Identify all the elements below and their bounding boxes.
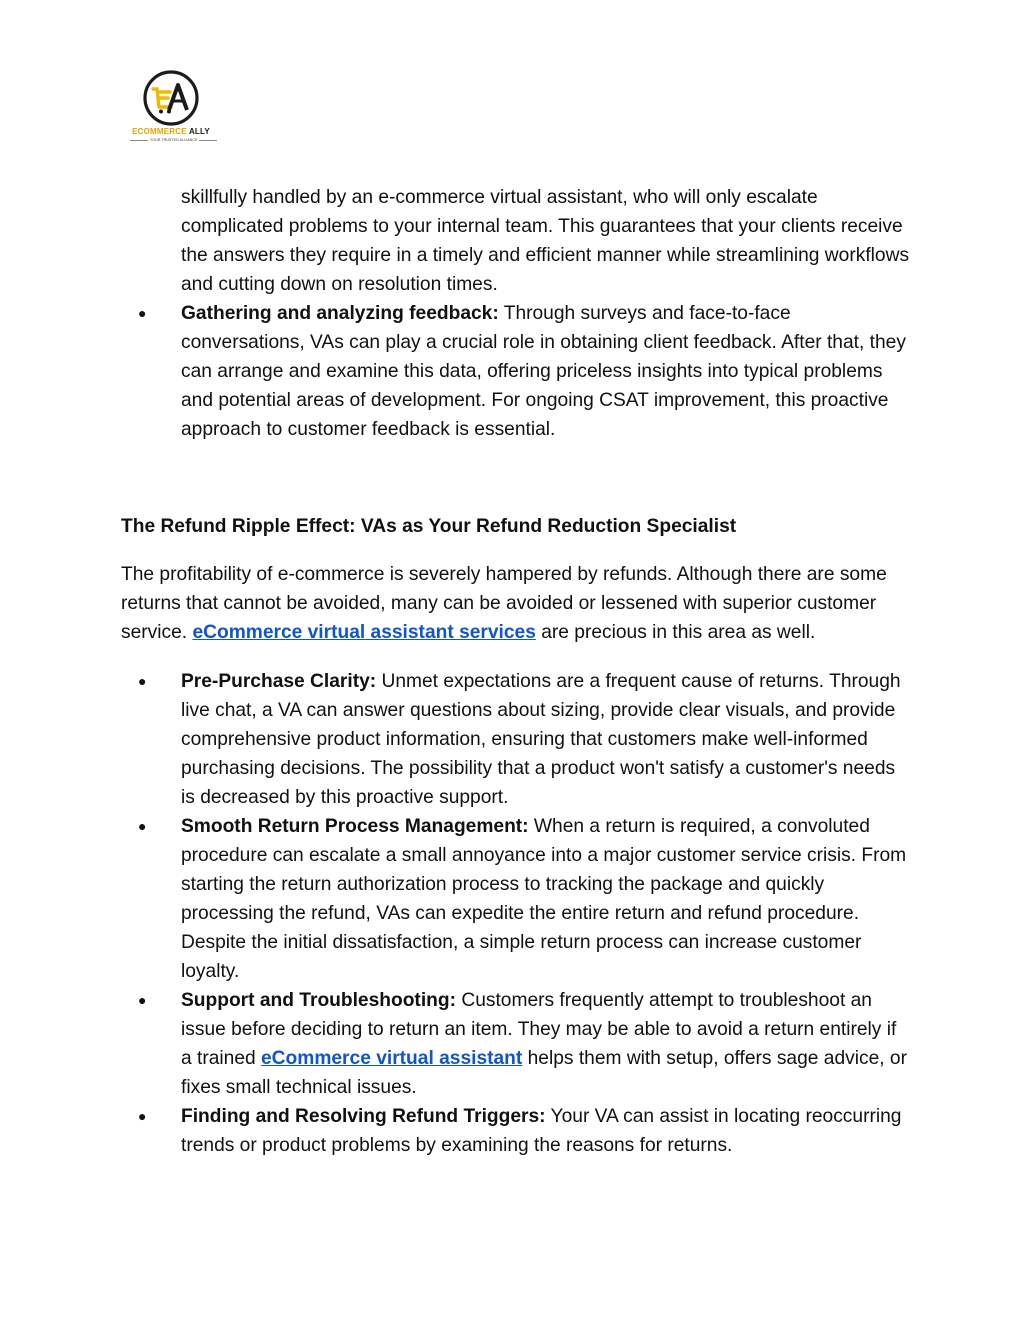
list-item xyxy=(121,667,911,812)
bullet-icon: ● xyxy=(138,673,147,689)
list-item-text: When a return is required, a convoluted procedure can escalate a small annoyance into a major customer service crisis. From starting the return authorization process to tracking the package and quickly processing the refund, VAs can expedite the entire return and refund procedure. Despite the initial dissatisfaction, a simple return process can increase customer loyalty. xyxy=(181,816,907,982)
list-item-term: Gathering and analyzing feedback: xyxy=(181,303,499,324)
section-heading: The Refund Ripple Effect: VAs as Your Refund Reduction Specialist xyxy=(121,516,737,537)
list-item-term: Support and Troubleshooting: xyxy=(181,990,456,1011)
bullet-continuation-text: skillfully handled by an e-commerce virtual assistant, who will only escalate complicated problems to your internal team. This guarantees that your clients receive the answers they require in a timely and efficient manner while streamlining workflows and cutting down on resolution times. xyxy=(181,187,910,295)
list-item xyxy=(121,812,911,986)
list-item xyxy=(121,299,911,444)
list-item: ● Support and Troubleshooting: Customers frequently attempt to troubleshoot an issue before deciding to return an item. They may be able to avoid a return entirely if a trained eCommerce virtual assistant helps them with setup, offers sage advice, or fixes small technical issues. xyxy=(121,986,911,1102)
list-item-term: Smooth Return Process Management: xyxy=(181,816,529,837)
shopping-cart-ea-logo-icon xyxy=(128,70,214,126)
virtual-assistant-link[interactable]: eCommerce virtual assistant xyxy=(261,1048,523,1069)
brand-logo xyxy=(128,70,214,150)
list-item-term: Finding and Resolving Refund Triggers: xyxy=(181,1106,546,1127)
list-item xyxy=(121,1102,911,1160)
list-item-text: Unmet expectations are a frequent cause of returns. Through live chat, a VA can answer questions about sizing, provide clear visuals, and provide comprehensive product information, ensuring that customers make well-informed purchasing decisions. The possibility that a product won't satisfy a customer's needs is decreased by this proactive support. xyxy=(181,671,901,808)
feedback-list xyxy=(121,299,911,444)
bullet-icon: ● xyxy=(138,1108,147,1124)
brand-name: ECOMMERCE ALLY xyxy=(132,127,210,136)
bullet-icon: ● xyxy=(138,305,147,321)
list-item-text: Through surveys and face-to-face conversations, VAs can play a crucial role in obtaining client feedback. After that, they can arrange and examine this data, offering priceless insights into typical problems and potential areas of development. For ongoing CSAT improvement, this proactive approach to customer feedback is essential. xyxy=(181,303,906,440)
refund-tips-list xyxy=(121,667,911,1160)
list-item-term: Pre-Purchase Clarity: xyxy=(181,671,377,692)
section-paragraph: The profitability of e-commerce is severely hampered by refunds. Although there are some returns that cannot be avoided, many can be avoided or lessened with superior customer service. eCommerce virtual assistant services are precious in this area as well. xyxy=(121,564,887,643)
services-link[interactable]: eCommerce virtual assistant services xyxy=(192,622,536,643)
list-item-text: Your VA can assist in locating reoccurring trends or product problems by examining the reasons for returns. xyxy=(181,1106,902,1156)
brand-tagline: YOUR TRUSTED ALLIANCE xyxy=(128,138,214,142)
document-body xyxy=(121,183,911,1160)
bullet-icon: ● xyxy=(138,992,147,1008)
bullet-icon: ● xyxy=(138,818,147,834)
